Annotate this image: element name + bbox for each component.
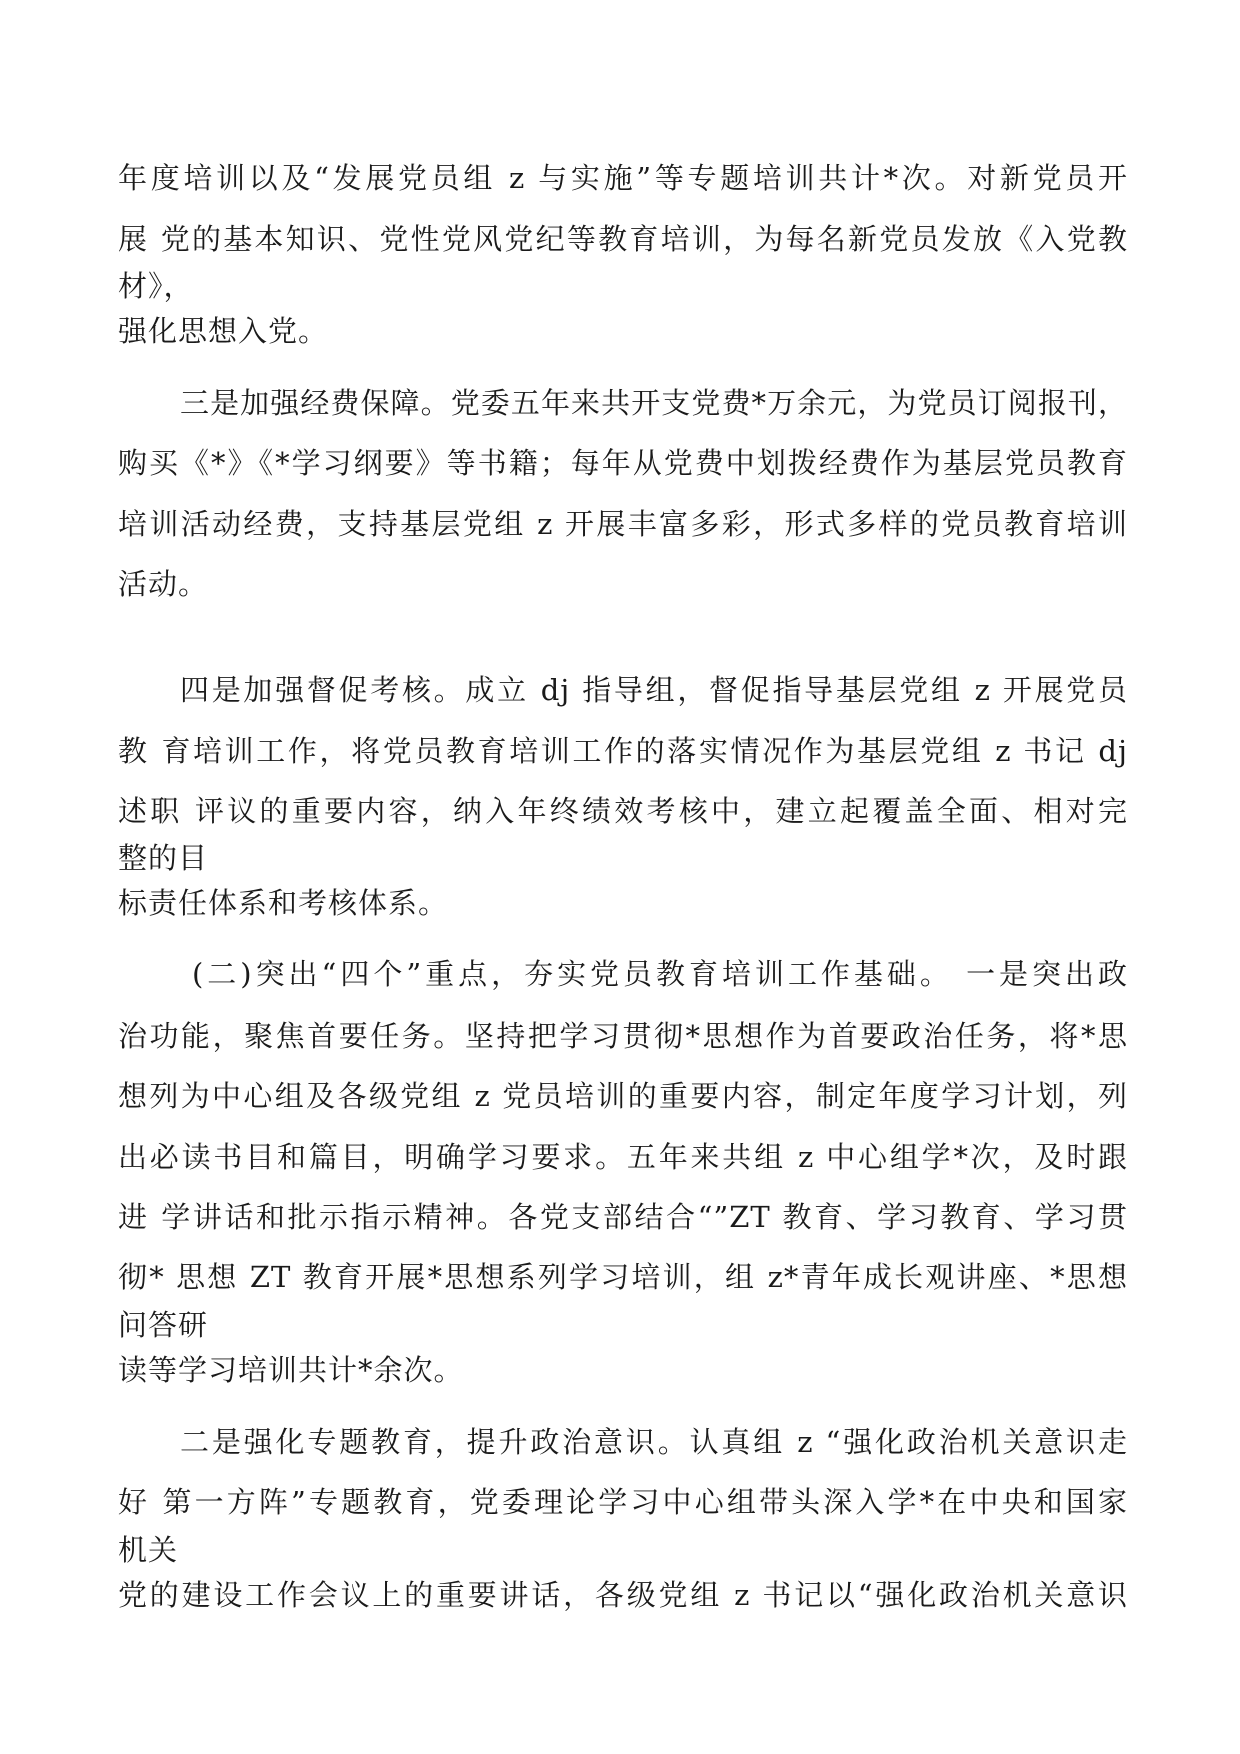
text-line-1: 年度培训以及“发展党员组 z 与实施”等专题培训共计*次。对新党员开: [118, 161, 1128, 195]
text-line-13: 标责任体系和考核体系。: [118, 886, 449, 920]
text-line-3: 材》，: [118, 269, 194, 303]
text-line-11: 述职 评议的重要内容，纳入年终绩效考核中，建立起覆盖全面、相对完: [118, 794, 1128, 828]
text-line-6: 购买《*》《*学习纲要》等书籍；每年从党费中划拨经费作为基层党员教育: [118, 446, 1128, 480]
text-line-8: 活动。: [118, 567, 209, 601]
text-line-2: 展 党的基本知识、党性党风党纪等教育培训，为每名新党员发放《入党教: [118, 222, 1128, 256]
text-line-22: 二是强化专题教育，提升政治意识。认真组 z “强化政治机关意识走: [180, 1425, 1128, 1459]
text-line-20: 问答研: [118, 1308, 209, 1342]
text-line-17: 出必读书目和篇目，明确学习要求。五年来共组 z 中心组学*次，及时跟: [118, 1140, 1128, 1174]
text-line-18: 进 学讲话和批示指示精神。各党支部结合“”ZT 教育、学习教育、学习贯: [118, 1200, 1128, 1234]
text-line-7: 培训活动经费，支持基层党组 z 开展丰富多彩，形式多样的党员教育培训: [118, 507, 1128, 541]
text-line-23: 好 第一方阵”专题教育，党委理论学习中心组带头深入学*在中央和国家: [118, 1485, 1128, 1519]
text-line-12: 整的目: [118, 841, 209, 875]
text-line-19: 彻* 思想 ZT 教育开展*思想系列学习培训，组 z*青年成长观讲座、*思想: [118, 1260, 1128, 1294]
text-line-14: (二)突出“四个”重点，夯实党员教育培训工作基础。 一是突出政: [192, 957, 1128, 991]
text-line-21: 读等学习培训共计*余次。: [118, 1353, 464, 1387]
text-line-15: 治功能，聚焦首要任务。坚持把学习贯彻*思想作为首要政治任务，将*思: [118, 1019, 1128, 1053]
text-line-10: 教 育培训工作，将党员教育培训工作的落实情况作为基层党组 z 书记 dj: [118, 734, 1128, 768]
text-line-9: 四是加强督促考核。成立 dj 指导组，督促指导基层党组 z 开展党员: [180, 673, 1128, 707]
text-line-4: 强化思想入党。: [118, 314, 329, 348]
text-line-24: 机关: [118, 1533, 179, 1567]
text-line-16: 想列为中心组及各级党组 z 党员培训的重要内容，制定年度学习计划，列: [118, 1079, 1128, 1113]
text-line-25: 党的建设工作会议上的重要讲话，各级党组 z 书记以“强化政治机关意识: [118, 1578, 1128, 1612]
text-line-5: 三是加强经费保障。党委五年来共开支党费*万余元，为党员订阅报刊，: [180, 386, 1128, 420]
